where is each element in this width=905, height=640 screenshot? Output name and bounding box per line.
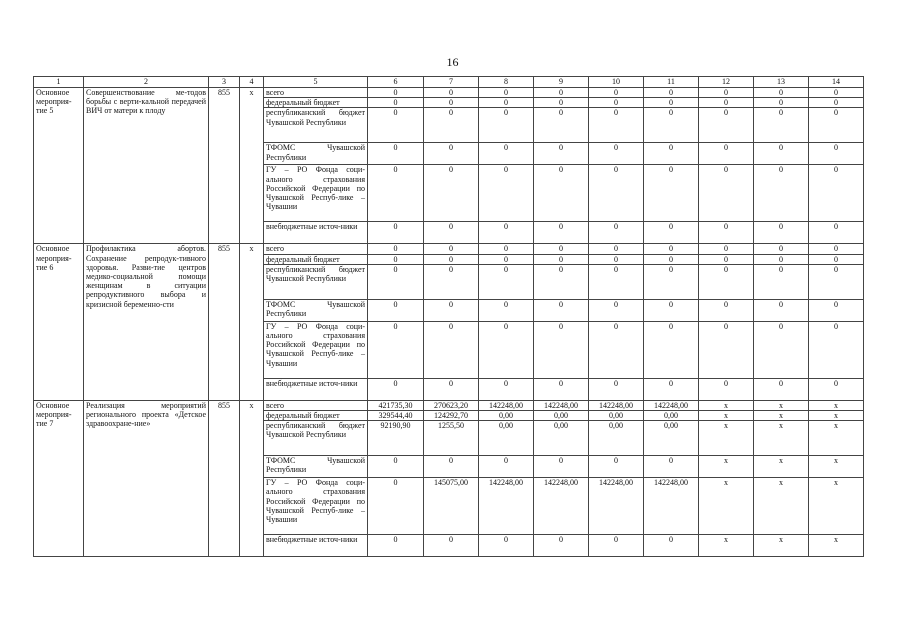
activity-name: Основное мероприя-тие 6 bbox=[34, 244, 84, 400]
value-cell: х bbox=[699, 411, 754, 421]
value-cell: 0 bbox=[699, 299, 754, 321]
value-cell: 0 bbox=[424, 98, 479, 108]
value-cell: х bbox=[699, 421, 754, 456]
value-cell: 0 bbox=[424, 378, 479, 400]
funding-source: ГУ – РО Фонда соци-ального страхования Российской Федерации по Чувашской Респуб-лике – Чувашии bbox=[264, 165, 368, 222]
activity-description: Профилактика абортов. Сохранение репродук-тивного здоровья. Разви-тие центров медико-социальной помощи женщинам в ситуации репродуктивного выбора и кризисной беременно-сти bbox=[84, 244, 209, 400]
value-cell: 0 bbox=[754, 108, 809, 143]
value-cell: 0 bbox=[534, 108, 589, 143]
value-cell: 0 bbox=[589, 321, 644, 378]
value-cell: 0 bbox=[644, 254, 699, 264]
value-cell: 142248,00 bbox=[589, 478, 644, 535]
value-cell: 0 bbox=[754, 264, 809, 299]
value-cell: 0 bbox=[644, 535, 699, 557]
value-cell: 0 bbox=[368, 254, 424, 264]
value-cell: 145075,00 bbox=[424, 478, 479, 535]
value-cell: 0 bbox=[644, 456, 699, 478]
value-cell: 0 bbox=[809, 165, 864, 222]
value-cell: 142248,00 bbox=[479, 400, 534, 410]
value-cell: 0 bbox=[809, 108, 864, 143]
value-cell: 0,00 bbox=[644, 421, 699, 456]
value-cell: 142248,00 bbox=[534, 478, 589, 535]
value-cell: 0 bbox=[479, 456, 534, 478]
column-header-14: 14 bbox=[809, 77, 864, 88]
activity-mark: х bbox=[240, 88, 264, 244]
column-header-2: 2 bbox=[84, 77, 209, 88]
value-cell: 0 bbox=[809, 264, 864, 299]
activity-code: 855 bbox=[209, 244, 240, 400]
value-cell: 0,00 bbox=[479, 411, 534, 421]
value-cell: 0 bbox=[809, 222, 864, 244]
activity-mark: х bbox=[240, 244, 264, 400]
value-cell: 0 bbox=[699, 108, 754, 143]
value-cell: 0 bbox=[699, 378, 754, 400]
value-cell: 0 bbox=[424, 264, 479, 299]
value-cell: 0 bbox=[644, 98, 699, 108]
column-header-6: 6 bbox=[368, 77, 424, 88]
value-cell: 0 bbox=[479, 378, 534, 400]
value-cell: 0 bbox=[589, 456, 644, 478]
value-cell: х bbox=[699, 535, 754, 557]
value-cell: 0 bbox=[589, 244, 644, 254]
value-cell: 0 bbox=[479, 165, 534, 222]
column-header-12: 12 bbox=[699, 77, 754, 88]
funding-source: внебюджетные источ-ники bbox=[264, 222, 368, 244]
value-cell: 0 bbox=[754, 222, 809, 244]
value-cell: х bbox=[699, 478, 754, 535]
activity-code: 855 bbox=[209, 88, 240, 244]
funding-source: внебюджетные источ-ники bbox=[264, 378, 368, 400]
value-cell: 0 bbox=[644, 222, 699, 244]
value-cell: 0 bbox=[754, 143, 809, 165]
value-cell: 0 bbox=[534, 244, 589, 254]
value-cell: 0 bbox=[809, 244, 864, 254]
value-cell: 0 bbox=[699, 88, 754, 98]
activity-name: Основное мероприя-тие 5 bbox=[34, 88, 84, 244]
value-cell: 0,00 bbox=[589, 421, 644, 456]
value-cell: 0 bbox=[368, 143, 424, 165]
value-cell: 0 bbox=[644, 264, 699, 299]
value-cell: х bbox=[809, 456, 864, 478]
value-cell: 0 bbox=[534, 165, 589, 222]
value-cell: 0 bbox=[754, 378, 809, 400]
funding-source: республиканский бюджет Чувашской Республики bbox=[264, 421, 368, 456]
funding-source: ТФОМС Чувашской Республики bbox=[264, 456, 368, 478]
value-cell: 0 bbox=[809, 88, 864, 98]
value-cell: 0 bbox=[479, 254, 534, 264]
column-header-1: 1 bbox=[34, 77, 84, 88]
value-cell: 0 bbox=[368, 378, 424, 400]
value-cell: 0 bbox=[644, 299, 699, 321]
funding-source: федеральный бюджет bbox=[264, 98, 368, 108]
value-cell: 0 bbox=[424, 321, 479, 378]
value-cell: 0 bbox=[479, 108, 534, 143]
value-cell: 0 bbox=[534, 535, 589, 557]
value-cell: 0 bbox=[368, 165, 424, 222]
value-cell: 0 bbox=[589, 143, 644, 165]
column-header-4: 4 bbox=[240, 77, 264, 88]
value-cell: 0 bbox=[754, 254, 809, 264]
funding-source: ГУ – РО Фонда соци-ального страхования Российской Федерации по Чувашской Респуб-лике – Чувашии bbox=[264, 321, 368, 378]
value-cell: х bbox=[699, 456, 754, 478]
funding-source: внебюджетные источ-ники bbox=[264, 535, 368, 557]
value-cell: 0 bbox=[368, 98, 424, 108]
value-cell: 0 bbox=[534, 254, 589, 264]
value-cell: х bbox=[754, 400, 809, 410]
value-cell: 0 bbox=[699, 244, 754, 254]
value-cell: 0 bbox=[699, 98, 754, 108]
column-header-9: 9 bbox=[534, 77, 589, 88]
column-header-3: 3 bbox=[209, 77, 240, 88]
value-cell: 0 bbox=[534, 88, 589, 98]
value-cell: 329544,40 bbox=[368, 411, 424, 421]
value-cell: 0 bbox=[479, 264, 534, 299]
value-cell: 0 bbox=[589, 535, 644, 557]
budget-table bbox=[33, 76, 864, 557]
value-cell: 142248,00 bbox=[534, 400, 589, 410]
value-cell: 0 bbox=[644, 143, 699, 165]
value-cell: 0 bbox=[479, 143, 534, 165]
value-cell: 0,00 bbox=[644, 411, 699, 421]
value-cell: 0 bbox=[589, 264, 644, 299]
value-cell: 0 bbox=[534, 98, 589, 108]
value-cell: 0 bbox=[368, 535, 424, 557]
table-row bbox=[34, 244, 864, 254]
value-cell: 0,00 bbox=[479, 421, 534, 456]
funding-source: всего bbox=[264, 400, 368, 410]
column-header-11: 11 bbox=[644, 77, 699, 88]
value-cell: 0 bbox=[809, 143, 864, 165]
value-cell: х bbox=[754, 456, 809, 478]
value-cell: 0 bbox=[424, 88, 479, 98]
value-cell: 0 bbox=[754, 88, 809, 98]
value-cell: х bbox=[754, 478, 809, 535]
value-cell: 0 bbox=[809, 321, 864, 378]
value-cell: 0 bbox=[479, 299, 534, 321]
value-cell: 1255,50 bbox=[424, 421, 479, 456]
value-cell: х bbox=[809, 535, 864, 557]
value-cell: 421735,30 bbox=[368, 400, 424, 410]
value-cell: 0 bbox=[644, 165, 699, 222]
value-cell: 0 bbox=[424, 299, 479, 321]
value-cell: 124292,70 bbox=[424, 411, 479, 421]
funding-source: всего bbox=[264, 88, 368, 98]
value-cell: х bbox=[809, 421, 864, 456]
value-cell: 0 bbox=[754, 299, 809, 321]
value-cell: х bbox=[754, 535, 809, 557]
value-cell: 0 bbox=[534, 264, 589, 299]
value-cell: 0 bbox=[479, 98, 534, 108]
value-cell: 0 bbox=[809, 98, 864, 108]
value-cell: 0 bbox=[368, 244, 424, 254]
value-cell: 0 bbox=[589, 254, 644, 264]
value-cell: 0 bbox=[699, 254, 754, 264]
column-number-row bbox=[34, 77, 864, 88]
value-cell: 0 bbox=[368, 321, 424, 378]
page-number: 16 bbox=[446, 55, 459, 69]
value-cell: х bbox=[809, 400, 864, 410]
funding-source: ТФОМС Чувашской Республики bbox=[264, 299, 368, 321]
value-cell: 0 bbox=[424, 165, 479, 222]
value-cell: 0 bbox=[644, 378, 699, 400]
value-cell: 0 bbox=[424, 143, 479, 165]
activity-name: Основное мероприя-тие 7 bbox=[34, 400, 84, 556]
value-cell: 0 bbox=[424, 244, 479, 254]
value-cell: 0 bbox=[754, 98, 809, 108]
value-cell: х bbox=[699, 400, 754, 410]
funding-source: федеральный бюджет bbox=[264, 254, 368, 264]
column-header-7: 7 bbox=[424, 77, 479, 88]
value-cell: 0 bbox=[534, 456, 589, 478]
value-cell: 142248,00 bbox=[644, 478, 699, 535]
value-cell: 142248,00 bbox=[479, 478, 534, 535]
column-header-5: 5 bbox=[264, 77, 368, 88]
value-cell: 0 bbox=[479, 88, 534, 98]
value-cell: 0 bbox=[644, 244, 699, 254]
value-cell: 0 bbox=[534, 143, 589, 165]
value-cell: 142248,00 bbox=[589, 400, 644, 410]
value-cell: 0 bbox=[754, 244, 809, 254]
value-cell: х bbox=[809, 478, 864, 535]
value-cell: 0 bbox=[424, 222, 479, 244]
table-row bbox=[34, 88, 864, 98]
activity-code: 855 bbox=[209, 400, 240, 556]
column-header-8: 8 bbox=[479, 77, 534, 88]
value-cell: 0 bbox=[699, 165, 754, 222]
value-cell: 0 bbox=[589, 378, 644, 400]
funding-source: всего bbox=[264, 244, 368, 254]
value-cell: 0 bbox=[809, 254, 864, 264]
value-cell: 0 bbox=[754, 165, 809, 222]
value-cell: 0 bbox=[699, 143, 754, 165]
value-cell: 0 bbox=[699, 222, 754, 244]
value-cell: 0 bbox=[699, 321, 754, 378]
value-cell: 0 bbox=[589, 88, 644, 98]
funding-source: республиканский бюджет Чувашской Республики bbox=[264, 264, 368, 299]
value-cell: 0,00 bbox=[534, 421, 589, 456]
value-cell: 0 bbox=[534, 378, 589, 400]
funding-source: ГУ – РО Фонда соци-ального страхования Российской Федерации по Чувашской Респуб-лике – Чувашии bbox=[264, 478, 368, 535]
value-cell: 0 bbox=[424, 254, 479, 264]
value-cell: 0 bbox=[368, 299, 424, 321]
value-cell: 0 bbox=[644, 108, 699, 143]
activity-description: Реализация мероприятий регионального проекта «Детское здравоохране-ние» bbox=[84, 400, 209, 556]
value-cell: 0 bbox=[368, 478, 424, 535]
value-cell: 0 bbox=[699, 264, 754, 299]
value-cell: 0 bbox=[644, 88, 699, 98]
value-cell: 0 bbox=[644, 321, 699, 378]
column-header-10: 10 bbox=[589, 77, 644, 88]
value-cell: 0 bbox=[479, 535, 534, 557]
value-cell: 0 bbox=[368, 88, 424, 98]
value-cell: 0 bbox=[534, 222, 589, 244]
activity-description: Совершенствование ме-тодов борьбы с верти-кальной передачей ВИЧ от матери к плоду bbox=[84, 88, 209, 244]
value-cell: 0 bbox=[589, 165, 644, 222]
value-cell: 0 bbox=[589, 299, 644, 321]
value-cell: х bbox=[809, 411, 864, 421]
activity-mark: х bbox=[240, 400, 264, 556]
column-header-13: 13 bbox=[754, 77, 809, 88]
value-cell: 0 bbox=[424, 108, 479, 143]
value-cell: 270623,20 bbox=[424, 400, 479, 410]
value-cell: 0 bbox=[368, 108, 424, 143]
value-cell: 0,00 bbox=[589, 411, 644, 421]
table-row bbox=[34, 400, 864, 410]
value-cell: 0 bbox=[368, 264, 424, 299]
value-cell: 0 bbox=[479, 244, 534, 254]
funding-source: федеральный бюджет bbox=[264, 411, 368, 421]
value-cell: 0 bbox=[424, 456, 479, 478]
value-cell: 0 bbox=[479, 321, 534, 378]
value-cell: х bbox=[754, 411, 809, 421]
funding-source: ТФОМС Чувашской Республики bbox=[264, 143, 368, 165]
value-cell: 0,00 bbox=[534, 411, 589, 421]
value-cell: 0 bbox=[589, 222, 644, 244]
value-cell: 0 bbox=[754, 321, 809, 378]
value-cell: 0 bbox=[809, 378, 864, 400]
funding-source: республиканский бюджет Чувашской Республики bbox=[264, 108, 368, 143]
value-cell: 0 bbox=[809, 299, 864, 321]
value-cell: 0 bbox=[589, 108, 644, 143]
value-cell: 92190,90 bbox=[368, 421, 424, 456]
value-cell: 0 bbox=[534, 321, 589, 378]
value-cell: х bbox=[754, 421, 809, 456]
value-cell: 0 bbox=[479, 222, 534, 244]
value-cell: 0 bbox=[589, 98, 644, 108]
value-cell: 0 bbox=[368, 222, 424, 244]
value-cell: 0 bbox=[424, 535, 479, 557]
value-cell: 142248,00 bbox=[644, 400, 699, 410]
value-cell: 0 bbox=[368, 456, 424, 478]
value-cell: 0 bbox=[534, 299, 589, 321]
